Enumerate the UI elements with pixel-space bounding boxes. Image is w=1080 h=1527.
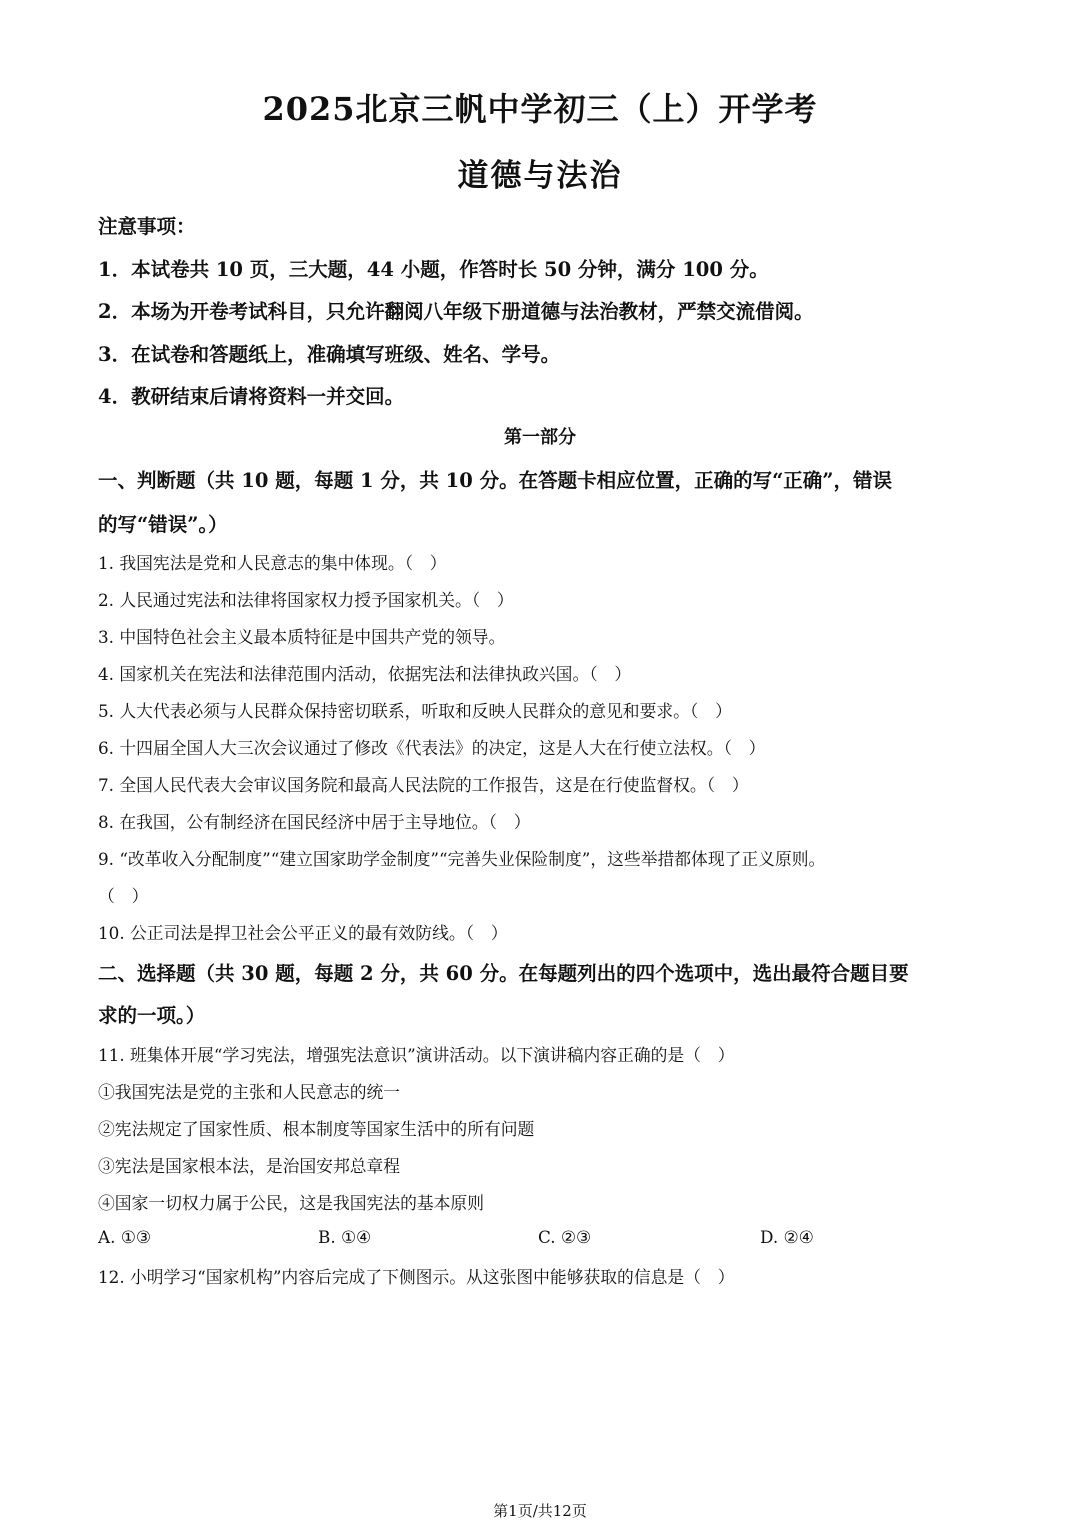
part-heading: 第一部分 <box>504 427 576 448</box>
section1-heading-cont: 的写“错误”。） <box>98 513 228 536</box>
question-item: 4. 国家机关在宪法和法律范围内活动，依据宪法和法律执政兴国。（ ） <box>98 664 632 684</box>
question-item: 6. 十四届全国人大三次会议通过了修改《代表法》的决定，这是人大在行使立法权。（ ） <box>98 738 766 758</box>
statement-item: ④国家一切权力属于公民，这是我国宪法的基本原则 <box>98 1193 484 1213</box>
question-item: 2. 人民通过宪法和法律将国家权力授予国家机关。（ ） <box>98 590 514 610</box>
question-stem: 12. 小明学习“国家机构”内容后完成了下侧图示。从这张图中能够获取的信息是（ ） <box>98 1267 735 1287</box>
option-c: C. ②③ <box>538 1227 591 1247</box>
question-item: 8. 在我国，公有制经济在国民经济中居于主导地位。（ ） <box>98 812 531 832</box>
question-item: 10. 公正司法是捍卫社会公平正义的最有效防线。（ ） <box>98 923 508 943</box>
question-item: 1. 我国宪法是党和人民意志的集中体现。（ ） <box>98 553 447 573</box>
question-answer-blank: （ ） <box>98 886 149 906</box>
option-a: A. ①③ <box>98 1227 151 1247</box>
statement-item: ③宪法是国家根本法，是治国安邦总章程 <box>98 1156 401 1176</box>
notice-item: 1．本试卷共 10 页，三大题，44 小题，作答时长 50 分钟，满分 100 分。 <box>98 258 769 281</box>
section2-heading-cont: 求的一项。） <box>98 1004 206 1027</box>
notice-item: 2．本场为开卷考试科目，只允许翻阅八年级下册道德与法治教材，严禁交流借阅。 <box>98 300 814 323</box>
exam-title: 2025北京三帆中学初三（上）开学考 <box>262 90 818 128</box>
subject-title: 道德与法治 <box>457 158 623 194</box>
section1-heading: 一、判断题（共 10 题，每题 1 分，共 10 分。在答题卡相应位置，正确的写“正确”，错误 <box>98 469 893 492</box>
statement-item: ①我国宪法是党的主张和人民意志的统一 <box>98 1082 401 1102</box>
question-stem: 11. 班集体开展“学习宪法，增强宪法意识”演讲活动。以下演讲稿内容正确的是（ ） <box>98 1045 735 1065</box>
notice-heading: 注意事项： <box>98 215 196 238</box>
option-d: D. ②④ <box>760 1227 814 1247</box>
question-item: 5. 人大代表必须与人民群众保持密切联系，听取和反映人民群众的意见和要求。（ ） <box>98 701 732 721</box>
section2-heading: 二、选择题（共 30 题，每题 2 分，共 60 分。在每题列出的四个选项中，选出最符合题目要 <box>98 962 909 985</box>
question-item: 9. “改革收入分配制度”“建立国家助学金制度”“完善失业保险制度”，这些举措都体现了正义原则。 <box>98 849 826 869</box>
statement-item: ②宪法规定了国家性质、根本制度等国家生活中的所有问题 <box>98 1119 535 1139</box>
option-b: B. ①④ <box>318 1227 372 1247</box>
question-item: 3. 中国特色社会主义最本质特征是中国共产党的领导。 <box>98 627 506 647</box>
page-number: 第1页/共12页 <box>493 1502 587 1520</box>
question-item: 7. 全国人民代表大会审议国务院和最高人民法院的工作报告，这是在行使监督权。（ ） <box>98 775 749 795</box>
notice-item: 3．在试卷和答题纸上，准确填写班级、姓名、学号。 <box>98 343 561 366</box>
notice-item: 4．教研结束后请将资料一并交回。 <box>98 385 405 408</box>
